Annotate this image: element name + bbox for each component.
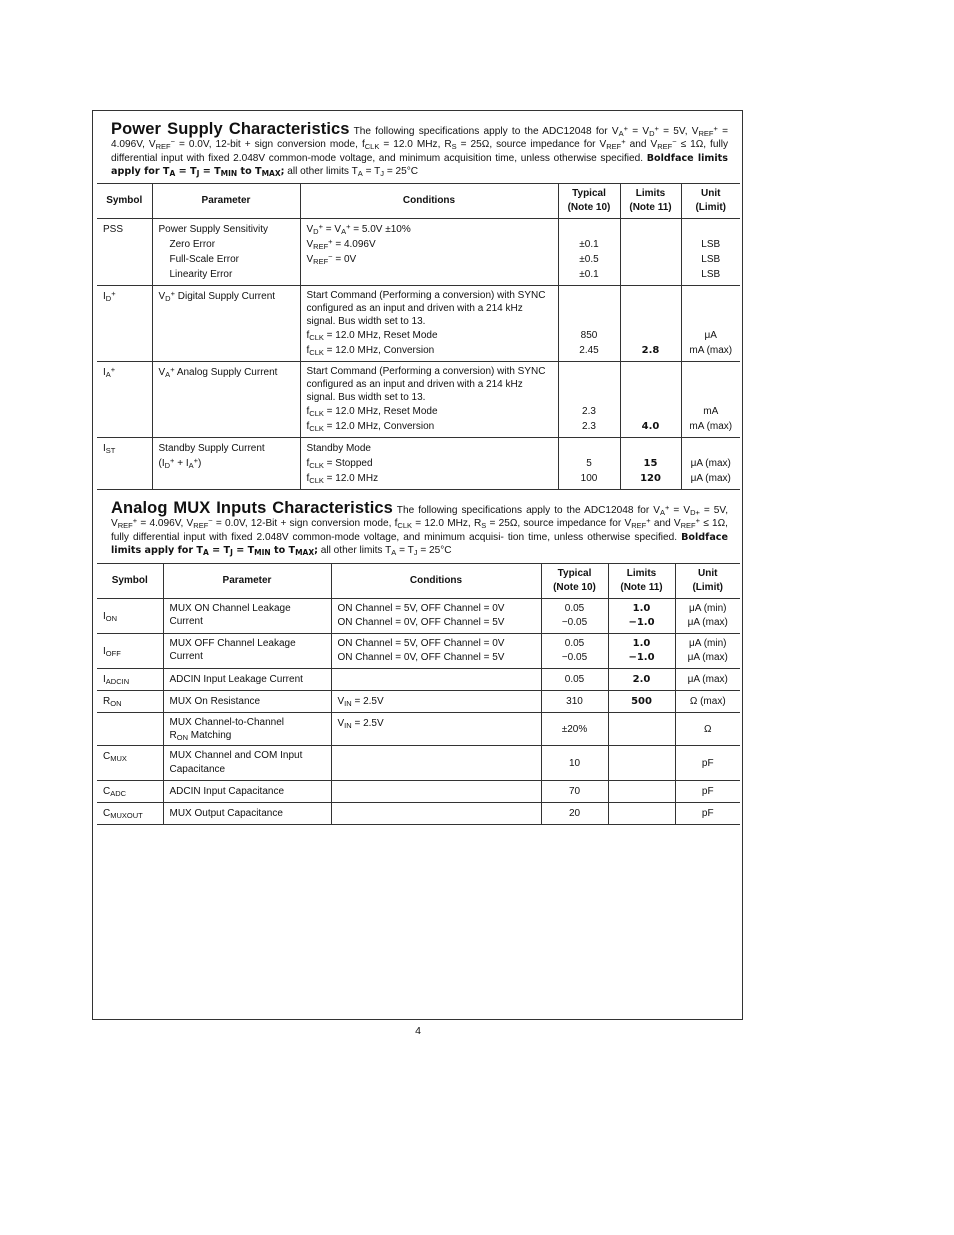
symbol-cell: $I_{ST}$: [97, 438, 152, 490]
unit-cell: mA mA (max): [681, 362, 740, 438]
col-unit: Unit (Limit): [675, 564, 740, 599]
col-limits: Limits (Note 11): [620, 184, 681, 219]
unit-cell: LSB LSB LSB: [681, 219, 740, 286]
symbol-cell: PSS: [97, 219, 152, 286]
col-typical: Typical (Note 10): [558, 184, 620, 219]
parameter-cell: $V_D^+$ Digital Supply Current: [152, 286, 300, 362]
col-limits: Limits (Note 11): [608, 564, 675, 599]
conditions-cell: Start Command (Performing a conversion) with SYNC configured as an input and driven with a 214 kHz signal. Bus width set to 13. $f_{CLK} = 12.0$ MHz, Reset Mode $f_{CLK} = 12.0$ MHz, Conversion: [300, 362, 558, 438]
typical-cell: 2.3 2.3: [558, 362, 620, 438]
table-row: $I_{ADCIN}$ ADCIN Input Leakage Current 0.05 2.0 μA (max): [97, 669, 740, 691]
table-header-row: [97, 564, 740, 599]
conditions-cell: Standby Mode $f_{CLK}$ = Stopped $f_{CLK} = 12.0$ MHz: [300, 438, 558, 490]
table-row: [97, 438, 740, 490]
col-conditions: Conditions: [300, 184, 558, 219]
table-row: [97, 286, 740, 362]
limits-cell: [620, 219, 681, 286]
table-row: $I_{ON}$ MUX ON Channel Leakage Current ON Channel = 5V, OFF Channel = 0V ON Channel = 0V, OFF Channel = 5V 0.05 −0.05 1.0 −1.0 μA (min) μA (max): [97, 599, 740, 634]
col-symbol: Symbol: [97, 184, 152, 219]
power-supply-intro: Power Supply Characteristics The following specifications apply to the ADC12048 for $V_A^+ = V_D^+ = 5V$, $V_{REF}^+ = 4.096V$, $V_{REF}^- = 0.0V$, 12-bit + sign conversion mode, $f_{CLK} = 12.0$ MHz, $R_S = 25\Omega$, source impedance for $V_{REF}^+$ and $V_{REF}^- \le 1\Omega$, fully differential input with fixed 2.048V common-mode voltage, and minimum acquisition time, unless otherwise specified. Boldface limits apply for $T_A = T_J = T_{MIN}$ to $T_{MAX}$; all other limits $T_A = T_J = 25^\circ C$: [111, 120, 729, 178]
analog-mux-title: Analog MUX Inputs Characteristics: [111, 499, 393, 517]
col-typical: Typical (Note 10): [541, 564, 608, 599]
limits-cell: 2.8: [620, 286, 681, 362]
parameter-cell: Power Supply Sensitivity Zero Error Full-Scale Error Linearity Error: [152, 219, 300, 286]
table-row: $I_{OFF}$ MUX OFF Channel Leakage Current ON Channel = 5V, OFF Channel = 0V ON Channel = 0V, OFF Channel = 5V 0.05 −0.05 1.0 −1.0 μA (min) μA (max): [97, 634, 740, 669]
table-header-row: [97, 184, 740, 219]
limits-cell: 4.0: [620, 362, 681, 438]
power-supply-section: [97, 120, 740, 490]
page-number: 4: [415, 1025, 421, 1037]
page-frame: [92, 110, 743, 1020]
power-supply-title: Power Supply Characteristics: [111, 120, 350, 138]
boldface-limits-note: Boldface limits apply for $T_A = T_J = T_{MIN}$ to $T_{MAX}$;: [111, 531, 728, 557]
boldface-limits-note: Boldface limits apply for $T_A = T_J = T_{MIN}$ to $T_{MAX}$;: [111, 152, 728, 178]
col-parameter: Parameter: [163, 564, 331, 599]
table-row: [97, 219, 740, 286]
analog-mux-intro: Analog MUX Inputs Characteristics The following specifications apply to the ADC12048 for $V_A^+ = V_{D+} = 5V$, $V_{REF}^+ = 4.096V$, $V_{REF}^- = 0.0V$, 12-Bit + sign conversion mode, $f_{CLK} = 12.0$ MHz, $R_S = 25\Omega$, source impedance for $V_{REF}^+$ and $V_{REF}^+ \le 1\Omega$, fully differential input with fixed 2.048V common-mode voltage, and minimum acquisi- tion time, unless otherwise specified. Boldface limits apply for $T_A = T_J = T_{MIN}$ to $T_{MAX}$; all other limits $T_A = T_J = 25^\circ C$: [111, 499, 729, 557]
table-row: MUX Channel-to-Channel $R_{ON}$ Matching $V_{IN} = 2.5V$ ±20% Ω: [97, 713, 740, 746]
col-symbol: Symbol: [97, 564, 163, 599]
col-parameter: Parameter: [152, 184, 300, 219]
analog-mux-table: [97, 563, 740, 825]
analog-mux-section: [97, 499, 740, 825]
table-row: $C_{ADC}$ ADCIN Input Capacitance 70 pF: [97, 781, 740, 803]
typical-cell: 850 2.45: [558, 286, 620, 362]
typical-cell: 5 100: [558, 438, 620, 490]
table-row: $C_{MUXOUT}$ MUX Output Capacitance 20 pF: [97, 803, 740, 825]
col-conditions: Conditions: [331, 564, 541, 599]
table-row: $R_{ON}$ MUX On Resistance $V_{IN} = 2.5V$ 310 500 Ω (max): [97, 691, 740, 713]
conditions-cell: Start Command (Performing a conversion) with SYNC configured as an input and driven with a 214 kHz signal. Bus width set to 13. $f_{CLK} = 12.0$ MHz, Reset Mode $f_{CLK} = 12.0$ MHz, Conversion: [300, 286, 558, 362]
power-supply-table: [97, 183, 740, 490]
conditions-cell: $V_D^+ = V_A^+ = 5.0V \pm 10\%$ $V_{REF}^+ = 4.096V$ $V_{REF}^- = 0V$: [300, 219, 558, 286]
symbol-cell: $I_D^+$: [97, 286, 152, 362]
unit-cell: μA mA (max): [681, 286, 740, 362]
unit-cell: μA (max) μA (max): [681, 438, 740, 490]
limits-cell: 15 120: [620, 438, 681, 490]
table-row: [97, 362, 740, 438]
typical-cell: ±0.1 ±0.5 ±0.1: [558, 219, 620, 286]
col-unit: Unit (Limit): [681, 184, 740, 219]
parameter-cell: Standby Supply Current $(I_D^+ + I_A^+)$: [152, 438, 300, 490]
symbol-cell: $I_A^+$: [97, 362, 152, 438]
parameter-cell: $V_A^+$ Analog Supply Current: [152, 362, 300, 438]
table-row: $C_{MUX}$ MUX Channel and COM Input Capacitance 10 pF: [97, 746, 740, 781]
